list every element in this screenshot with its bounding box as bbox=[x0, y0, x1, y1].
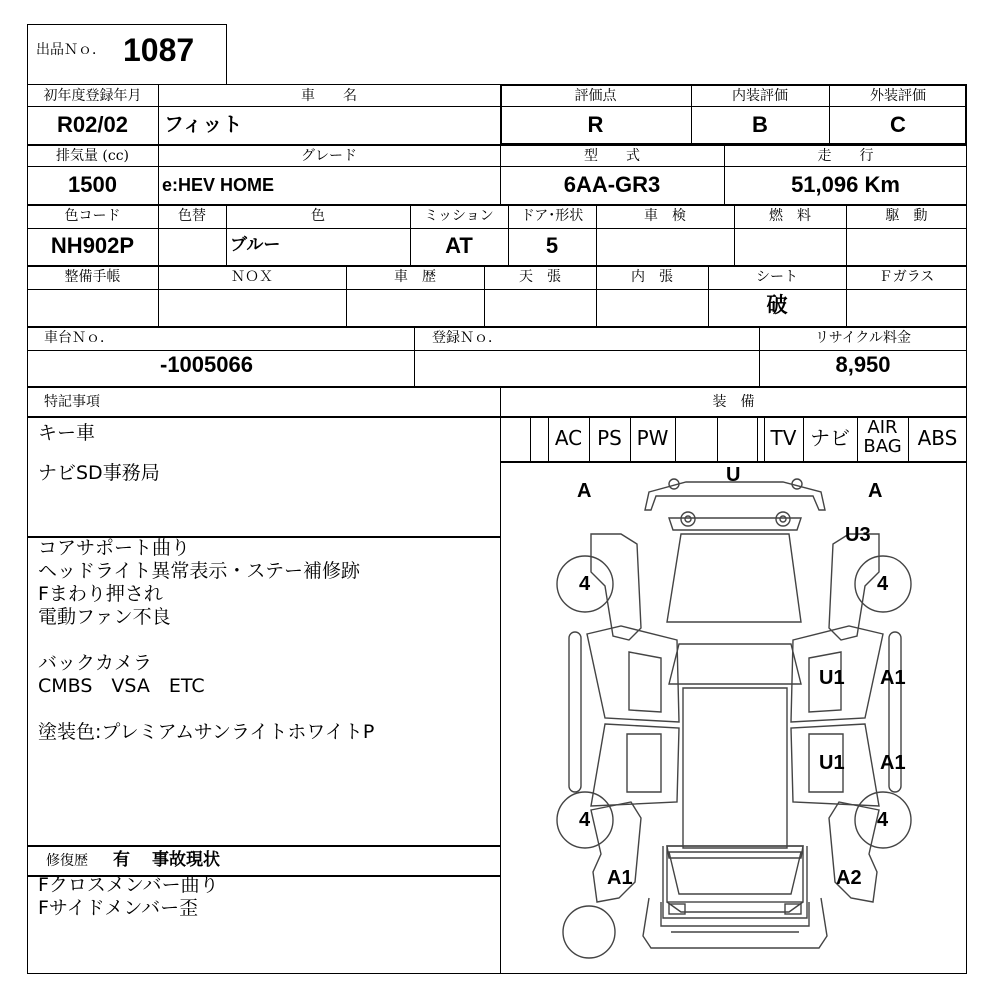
note-line: バックカメラ bbox=[38, 652, 153, 674]
fuel-label: 燃 料 bbox=[769, 208, 811, 224]
note-line: Fクロスメンバー曲り bbox=[38, 874, 219, 896]
mark-tire-fr: 4 bbox=[877, 573, 889, 595]
ceiling-label: 天 張 bbox=[519, 269, 561, 285]
repair-value: 有 bbox=[113, 850, 130, 870]
displacement-label: 排気量 (cc) bbox=[55, 148, 130, 164]
note-line: CMBS VSA ETC bbox=[38, 675, 205, 697]
repair-label: 修復歴 bbox=[46, 853, 88, 869]
color-label: 色 bbox=[311, 208, 325, 224]
note-line: 塗装色:プレミアムサンライトホワイトP bbox=[38, 721, 375, 743]
equip-ac: AC bbox=[554, 426, 583, 450]
mark-tire-rl: 4 bbox=[579, 809, 591, 831]
grade-value: e:HEV HOME bbox=[162, 175, 275, 195]
reg-no-label: 登録Ｎｏ． bbox=[432, 330, 502, 346]
mark-right-fender: U3 bbox=[845, 524, 871, 546]
note-line: ヘッドライト異常表示・ステー補修跡 bbox=[38, 560, 361, 582]
score-label: 評価点 bbox=[574, 88, 617, 104]
model-label: 型 式 bbox=[584, 148, 640, 164]
mission-value: AT bbox=[445, 233, 473, 258]
note-line: ナビSD事務局 bbox=[38, 462, 160, 484]
history-label: 車 歴 bbox=[394, 269, 436, 285]
equip-tv: TV bbox=[770, 426, 797, 450]
chassis-value: -1005066 bbox=[160, 352, 253, 377]
recycle-label: リサイクル料金 bbox=[814, 330, 912, 346]
interior-value: B bbox=[752, 112, 768, 137]
equip-ps: PS bbox=[597, 426, 622, 450]
car-name-label: 車 名 bbox=[301, 88, 357, 104]
mark-right-rear-door: U1 bbox=[819, 752, 845, 774]
mark-right-front-door: U1 bbox=[819, 667, 845, 689]
equip-navi: ナビ bbox=[810, 426, 850, 450]
recycle-value: 8,950 bbox=[835, 352, 891, 377]
mileage-label: 走 行 bbox=[817, 148, 874, 164]
equip-pw: PW bbox=[636, 426, 669, 450]
equip-abs: ABS bbox=[917, 426, 958, 450]
chassis-label: 車台Ｎｏ． bbox=[44, 330, 114, 346]
mileage-value: 51,096 Km bbox=[791, 172, 900, 197]
accident-label: 事故現状 bbox=[152, 850, 220, 870]
door-label: ドア･形状 bbox=[520, 208, 584, 224]
grade-label: グレード bbox=[301, 148, 357, 164]
color-code-label: 色コード bbox=[64, 208, 121, 224]
mark-right-front-door-2: A1 bbox=[880, 667, 906, 689]
score-value: R bbox=[587, 112, 604, 137]
car-name-value: フィット bbox=[164, 112, 243, 136]
glass-label: Ｆガラス bbox=[878, 269, 935, 285]
car-diagram bbox=[501, 462, 967, 974]
seat-value: 破 bbox=[766, 293, 788, 317]
equip-airbag: AIR BAG bbox=[863, 417, 902, 457]
inspection-label: 車 検 bbox=[644, 208, 686, 224]
note-line: Fまわり押され bbox=[38, 583, 163, 605]
mission-label: ミッション bbox=[424, 208, 494, 224]
record-label: 整備手帳 bbox=[64, 269, 121, 285]
note-line: 電動ファン不良 bbox=[38, 606, 171, 628]
equipment-label: 装 備 bbox=[712, 394, 755, 410]
lot-number: 1087 bbox=[123, 32, 195, 68]
displacement-value: 1500 bbox=[68, 172, 117, 197]
lot-label: 出品Ｎｏ． bbox=[36, 42, 106, 58]
lot-number-box bbox=[27, 24, 227, 84]
mark-front-left: A bbox=[577, 480, 592, 502]
mark-rear-left: A1 bbox=[607, 867, 633, 889]
mark-rear-right: A2 bbox=[836, 867, 862, 889]
exterior-label: 外装評価 bbox=[870, 88, 926, 104]
color-value: ブルー bbox=[230, 235, 281, 255]
notes-label: 特記事項 bbox=[44, 394, 100, 410]
reg-date-label: 初年度登録年月 bbox=[43, 88, 142, 104]
mark-right-rear-door-2: A1 bbox=[880, 752, 906, 774]
exterior-value: C bbox=[890, 112, 906, 137]
interior-label: 内装評価 bbox=[732, 88, 788, 104]
note-line: Fサイドメンバー歪 bbox=[38, 897, 199, 919]
model-value: 6AA-GR3 bbox=[563, 172, 661, 197]
door-value: 5 bbox=[545, 233, 559, 258]
note-line: キー車 bbox=[38, 422, 96, 444]
nox-label: ＮＯＸ bbox=[231, 269, 273, 285]
reg-date-value: R02/02 bbox=[57, 112, 128, 137]
mark-tire-rr: 4 bbox=[877, 809, 889, 831]
repaint-label: 色替 bbox=[178, 208, 206, 224]
color-code-value: NH902P bbox=[50, 233, 135, 258]
seat-label: シート bbox=[756, 269, 798, 285]
mark-tire-fl: 4 bbox=[579, 573, 591, 595]
drive-label: 駆 動 bbox=[885, 208, 928, 224]
note-line: コアサポート曲り bbox=[38, 537, 191, 559]
mark-front-bumper: U bbox=[726, 464, 741, 486]
interior-trim-label: 内 張 bbox=[631, 269, 673, 285]
mark-front-right: A bbox=[868, 480, 883, 502]
